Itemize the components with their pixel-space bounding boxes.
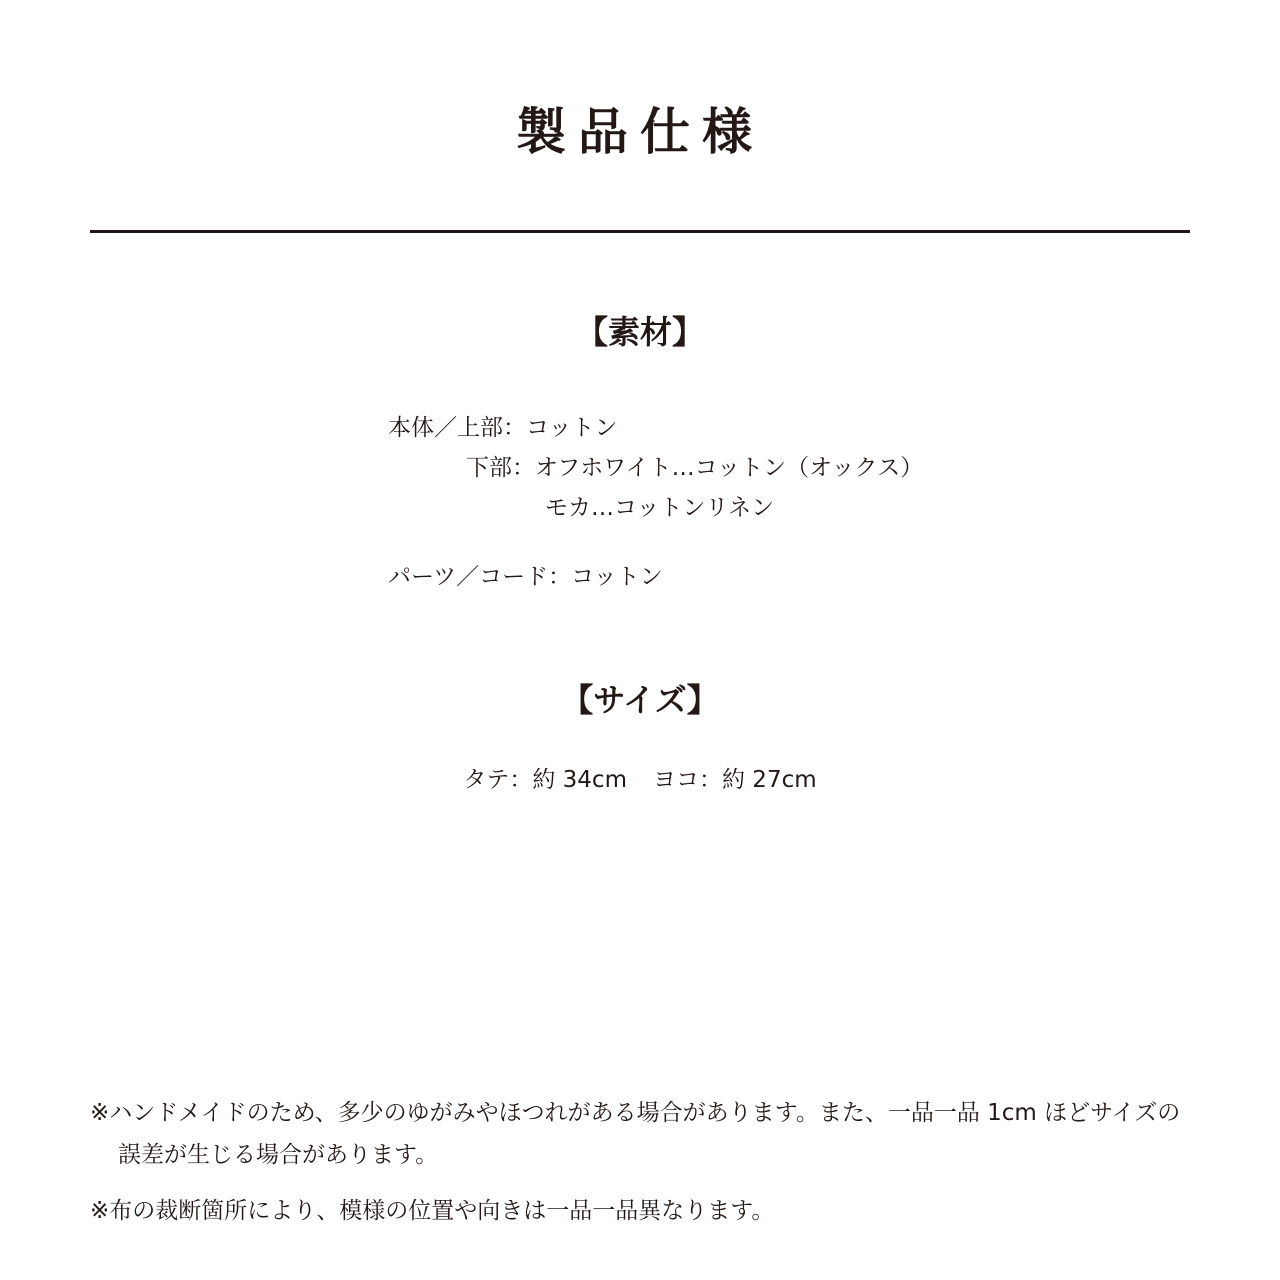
notes	[90, 1092, 1190, 1232]
note-handmade: ※ハンドメイドのため、多少のゆがみやほつれがある場合があります。また、一品一品 1cm ほどサイズの誤差が生じる場合があります。	[90, 1100, 1181, 1168]
material-body-bottom-mocha: モカ…コットンリネン	[545, 495, 775, 521]
size-values	[0, 760, 1280, 800]
material-parts: パーツ／コード：コットン	[388, 564, 663, 590]
material-body-top: 本体／上部：コットン	[388, 415, 618, 441]
note-pattern: ※布の裁断箇所により、模様の位置や向きは一品一品異なります。	[90, 1198, 775, 1224]
size-width: ヨコ：約 27cm	[653, 767, 817, 793]
page-title: 製品仕様	[516, 103, 764, 161]
material-body-bottom: 下部：オフホワイト…コットン（オックス）	[466, 455, 924, 481]
title-divider	[90, 230, 1190, 233]
size-height: タテ：約 34cm	[463, 767, 627, 793]
size-heading: 【サイズ】	[561, 681, 719, 719]
materials-heading: 【素材】	[575, 313, 704, 351]
materials-list	[388, 408, 923, 597]
